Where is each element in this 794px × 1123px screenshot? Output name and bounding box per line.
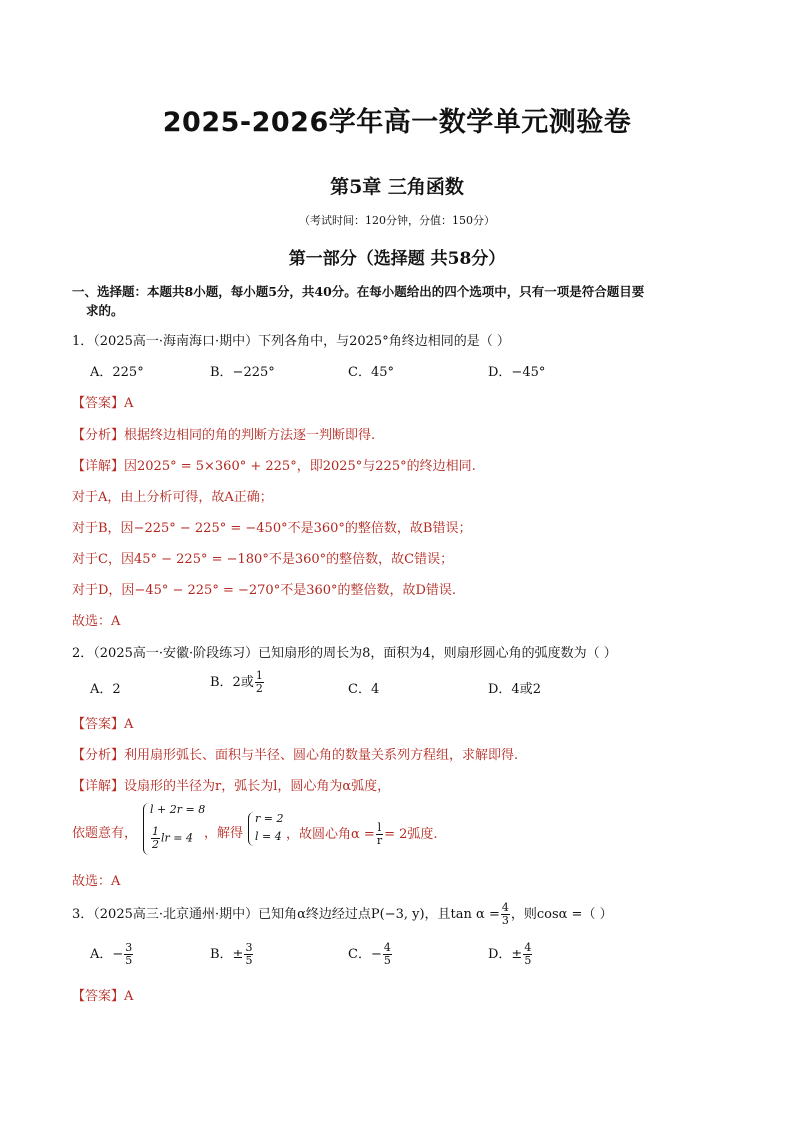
q3-option-a-prefix: A．−	[90, 947, 124, 962]
q2-option-b	[210, 670, 265, 695]
instructions-line-2: 求的。	[86, 303, 124, 318]
instructions-line-1: 一、选择题：本题共8小题，每小题5分，共40分。在每小题给出的四个选项中，只有一项是符合题目要	[72, 284, 645, 299]
q3-option-a	[90, 942, 134, 967]
q2-solution-2: l = 4	[255, 830, 282, 843]
q3-option-b-fraction	[244, 942, 253, 967]
q2-analysis: 【分析】利用扇形弧长、面积与半径、圆心角的数量关系列方程组，求解即得.	[72, 748, 519, 763]
q2-result-prefix: ，故圆心角α =	[286, 827, 375, 842]
q2-option-b-num: 1	[255, 669, 263, 682]
q2-stem: 2．（2025高一·安徽·阶段练习）已知扇形的周长为8，面积为4，则扇形圆心角的弧度数为（ ）	[72, 646, 617, 661]
q3-tan-num: 4	[501, 901, 509, 914]
q2-answer: 【答案】A	[72, 717, 134, 732]
q3-option-c	[348, 942, 393, 967]
q3-option-b-den: 5	[245, 954, 253, 967]
q1-analysis: 【分析】根据终边相同的角的判断方法逐一判断即得.	[72, 428, 376, 443]
q3-tan-fraction	[501, 902, 510, 927]
q2-choose: 故选：A	[72, 874, 121, 889]
q1-detail-d: 对于D，因−45° − 225° = −270°不是360°的整倍数，故D错误.	[72, 583, 457, 598]
q2-option-b-den: 2	[255, 682, 263, 695]
q3-option-b-prefix: B．±	[210, 947, 244, 962]
q2-option-b-fraction	[255, 670, 264, 695]
q3-option-d-num: 4	[524, 941, 532, 954]
q3-option-b-num: 3	[245, 941, 253, 954]
q3-tan-den: 3	[501, 914, 509, 927]
q3-option-c-prefix: C．−	[348, 947, 382, 962]
q1-option-d: D．−45°	[488, 365, 546, 380]
q2-detail: 【详解】设扇形的半径为r，弧长为l，圆心角为α弧度，	[72, 779, 391, 794]
q1-detail-b: 对于B，因−225° − 225° = −450°不是360°的整倍数，故B错误；	[72, 521, 472, 536]
q2-option-c: C．4	[348, 682, 380, 697]
q3-option-c-fraction	[383, 942, 392, 967]
q1-detail-a: 对于A，由上分析可得，故A正确；	[72, 490, 273, 505]
q2-eq2-den: 2	[152, 838, 159, 851]
q3-option-a-den: 5	[125, 954, 133, 967]
q3-stem-prefix: 3．（2025高三·北京通州·期中）已知角α终边经过点P(−3, y)，且tan α =	[72, 907, 500, 922]
q2-eq2-fraction	[151, 826, 160, 851]
q3-option-d-den: 5	[524, 954, 532, 967]
q3-option-d	[488, 942, 533, 967]
q1-choose: 故选：A	[72, 614, 121, 629]
page-title: 2025-2026学年高一数学单元测验卷	[162, 107, 632, 138]
q3-option-c-den: 5	[383, 954, 391, 967]
q1-option-a: A．225°	[90, 365, 144, 380]
q2-result-suffix: = 2弧度.	[384, 827, 438, 842]
q3-option-b	[210, 942, 254, 967]
q3-option-c-num: 4	[383, 941, 391, 954]
q1-answer: 【答案】A	[72, 396, 134, 411]
q2-result	[286, 822, 438, 847]
q3-answer: 【答案】A	[72, 989, 134, 1004]
q3-stem-suffix: ，则cosα =（ ）	[510, 907, 613, 922]
q1-option-c: C．45°	[348, 365, 394, 380]
q2-alpha-den: r	[376, 834, 383, 847]
q3-option-d-fraction	[523, 942, 532, 967]
part-title: 第一部分（选择题 共58分）	[288, 249, 506, 269]
q2-system-prefix: 依题意有，	[72, 826, 138, 841]
q1-detail-c: 对于C，因45° − 225° = −180°不是360°的整倍数，故C错误；	[72, 552, 454, 567]
q2-solution-1: r = 2	[255, 812, 284, 825]
exam-info: （考试时间：120分钟，分值：150分）	[299, 214, 495, 227]
q3-option-a-fraction	[124, 942, 133, 967]
q2-alpha-num: l	[377, 821, 382, 834]
q2-equation-2	[150, 826, 193, 851]
q2-alpha-fraction	[376, 822, 383, 847]
q2-option-b-prefix: B．2或	[210, 675, 254, 690]
chapter-title: 第5章 三角函数	[330, 176, 464, 198]
section-instructions	[72, 282, 732, 320]
q2-brace-left	[143, 803, 149, 855]
q2-equation-1: l + 2r = 8	[150, 803, 206, 816]
q3-option-d-prefix: D．±	[488, 947, 523, 962]
q3-stem	[72, 902, 613, 927]
q2-eq2-rest: lr = 4	[161, 831, 193, 845]
q2-eq2-num: 1	[152, 825, 159, 838]
q2-option-a: A．2	[90, 682, 121, 697]
q2-brace-right	[248, 812, 254, 846]
q1-stem: 1．（2025高一·海南海口·期中）下列各角中，与2025°角终边相同的是（ ）	[72, 334, 510, 349]
q3-option-a-num: 3	[125, 941, 133, 954]
q2-option-d: D．4或2	[488, 682, 541, 697]
q1-option-b: B．−225°	[210, 365, 275, 380]
q1-detail: 【详解】因2025° = 5×360° + 225°，即2025°与225°的终边相同.	[72, 459, 476, 474]
q2-system-mid: ，解得	[204, 826, 244, 841]
